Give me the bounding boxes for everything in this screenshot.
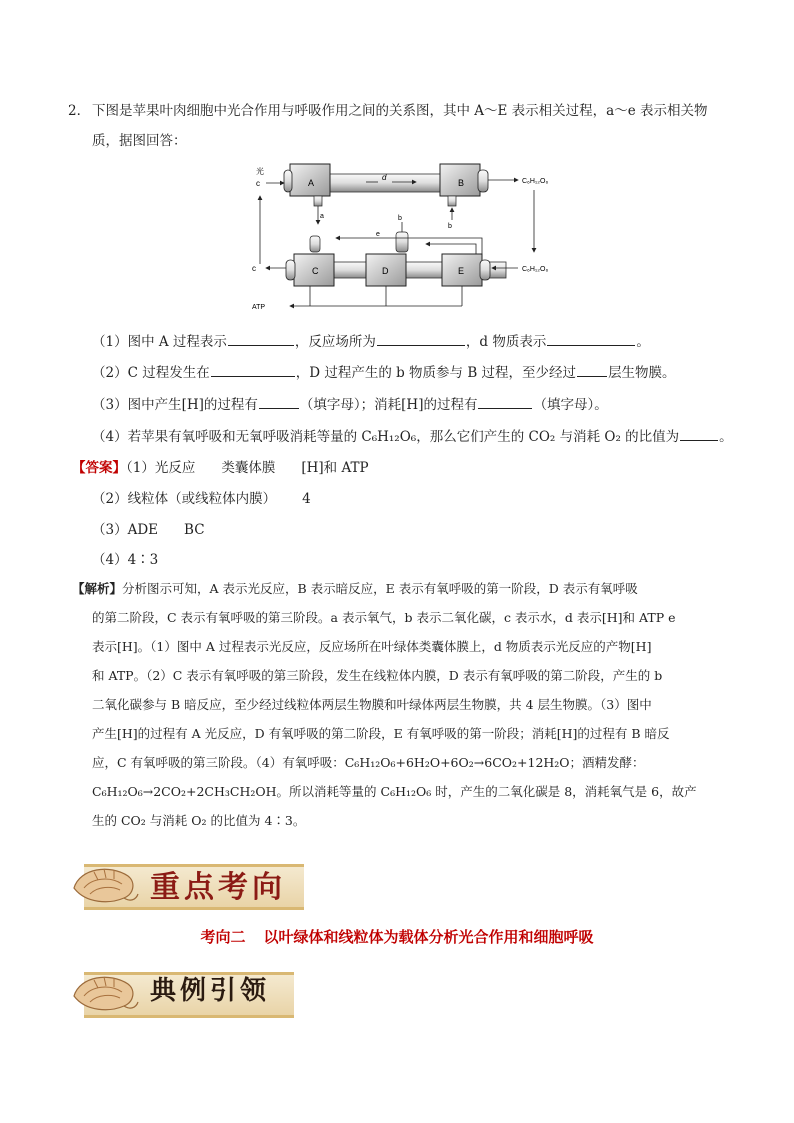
answer-blank[interactable]	[680, 426, 718, 441]
label-atp: ATP	[252, 304, 266, 311]
answer-line-3: （3）ADE BC	[92, 522, 205, 538]
explanation-tag: 【解析】	[72, 581, 123, 596]
answer-blank[interactable]	[211, 362, 295, 377]
answer-line-2: （2）线粒体（或线粒体内膜） 4	[92, 491, 311, 507]
answer-blank[interactable]	[377, 331, 465, 346]
label-a: a	[320, 213, 324, 220]
question-number: 2．	[68, 103, 91, 119]
answer-line-4: （4）4∶3	[92, 552, 159, 568]
label-D: D	[382, 266, 389, 276]
answer-line-1: 【答案】（1）光反应 类囊体膜 [H]和 ATP	[72, 460, 369, 476]
banner-title: 重点考向	[150, 870, 286, 905]
label-glucose-top: C₆H₁₂O₆	[522, 178, 549, 185]
label-B: B	[458, 178, 465, 188]
label-b-mid: b	[398, 215, 402, 222]
banner-key-directions	[74, 858, 334, 908]
explanation: 【解析】分析图示可知，A 表示光反应，B 表示暗反应，E 表示有氧呼吸的第一阶段，D 表示有氧呼吸 的第二阶段，C 表示有氧呼吸的第三阶段。a 表示氧气，b 表示二氧化碳，c 表示水，d 表示[H]和 ATP e 表示[H]。（1）图中 A 过程表示光反应，反应场所在叶绿体类囊体膜上，d 物质表示光反应的产物[H] 和 ATP。（2）C 表示有氧呼吸的第三阶段，发生在线粒体内膜，D 表示有氧呼吸的第二阶段，产生的 b 二氧化碳参与 B 暗反应，至少经过线粒体两层生物膜和叶绿体两层生物膜，共 4 层生物膜。（3）图中 产生[H]的过程有 A 光反应，D 有氧呼吸的第二阶段，E 有氧呼吸的第一阶段；消耗[H]的过程有 B 暗反 应，C 有氧呼吸的第三阶段。（4）有氧呼吸：C₆H₁₂O₆+6H₂O+6O₂→6CO₂+12H₂O；酒精发酵： C₆H₁₂O₆→2CO₂+2CH₃CH₂OH。所以消耗等量的 C₆H₁₂O₆ 时，产生的二氧化碳是 8，消耗氧气是 6，故产 生的 CO₂ 与消耗 O₂ 的比值为 4∶3。	[72, 581, 697, 828]
label-C: C	[312, 266, 319, 276]
sub-question-2: （2）C 过程发生在 ，D 过程产生的 b 物质参与 B 过程，至少经过 层生物膜。	[92, 361, 676, 381]
label-light: 光	[256, 167, 264, 176]
label-c-top: c	[256, 179, 260, 188]
answer-blank[interactable]	[259, 394, 299, 409]
photosynthesis-respiration-diagram	[246, 156, 576, 316]
answer-blank[interactable]	[228, 331, 294, 346]
sub-question-4: （4）若苹果有氧呼吸和无氧呼吸消耗等量的 C₆H₁₂O₆，那么它们产生的 CO₂ 与消耗 O₂ 的比值为 。	[92, 425, 733, 445]
label-E: E	[458, 266, 465, 276]
label-glucose-bottom: C₆H₁₂O₆	[522, 266, 549, 273]
banner-title: 典例引领	[150, 976, 271, 1006]
answer-blank[interactable]	[478, 394, 532, 409]
sub-question-3: （3）图中产生[H]的过程有 （填字母）；消耗[H]的过程有 （填字母）。	[92, 393, 608, 413]
answer-tag: 【答案】	[72, 460, 126, 476]
section-heading: 考向二 以叶绿体和线粒体为载体分析光合作用和细胞呼吸	[200, 928, 594, 946]
sub-question-1: （1）图中 A 过程表示 ，反应场所为 ，d 物质表示 。	[92, 330, 650, 350]
conch-shell-icon	[70, 858, 140, 908]
question-stem-line2: 质，据图回答：	[92, 133, 187, 149]
label-c-bottom: c	[252, 264, 256, 273]
answer-blank[interactable]	[547, 331, 635, 346]
label-A: A	[308, 178, 315, 188]
label-b-top: b	[448, 223, 452, 230]
banner-example	[74, 966, 324, 1016]
question-stem-line1: 下图是苹果叶肉细胞中光合作用与呼吸作用之间的关系图，其中 A～E 表示相关过程，a～e 表示相关物	[92, 103, 708, 119]
label-e: e	[376, 231, 380, 238]
answer-blank[interactable]	[577, 362, 607, 377]
conch-shell-icon	[70, 966, 140, 1016]
label-d: d	[382, 173, 387, 182]
